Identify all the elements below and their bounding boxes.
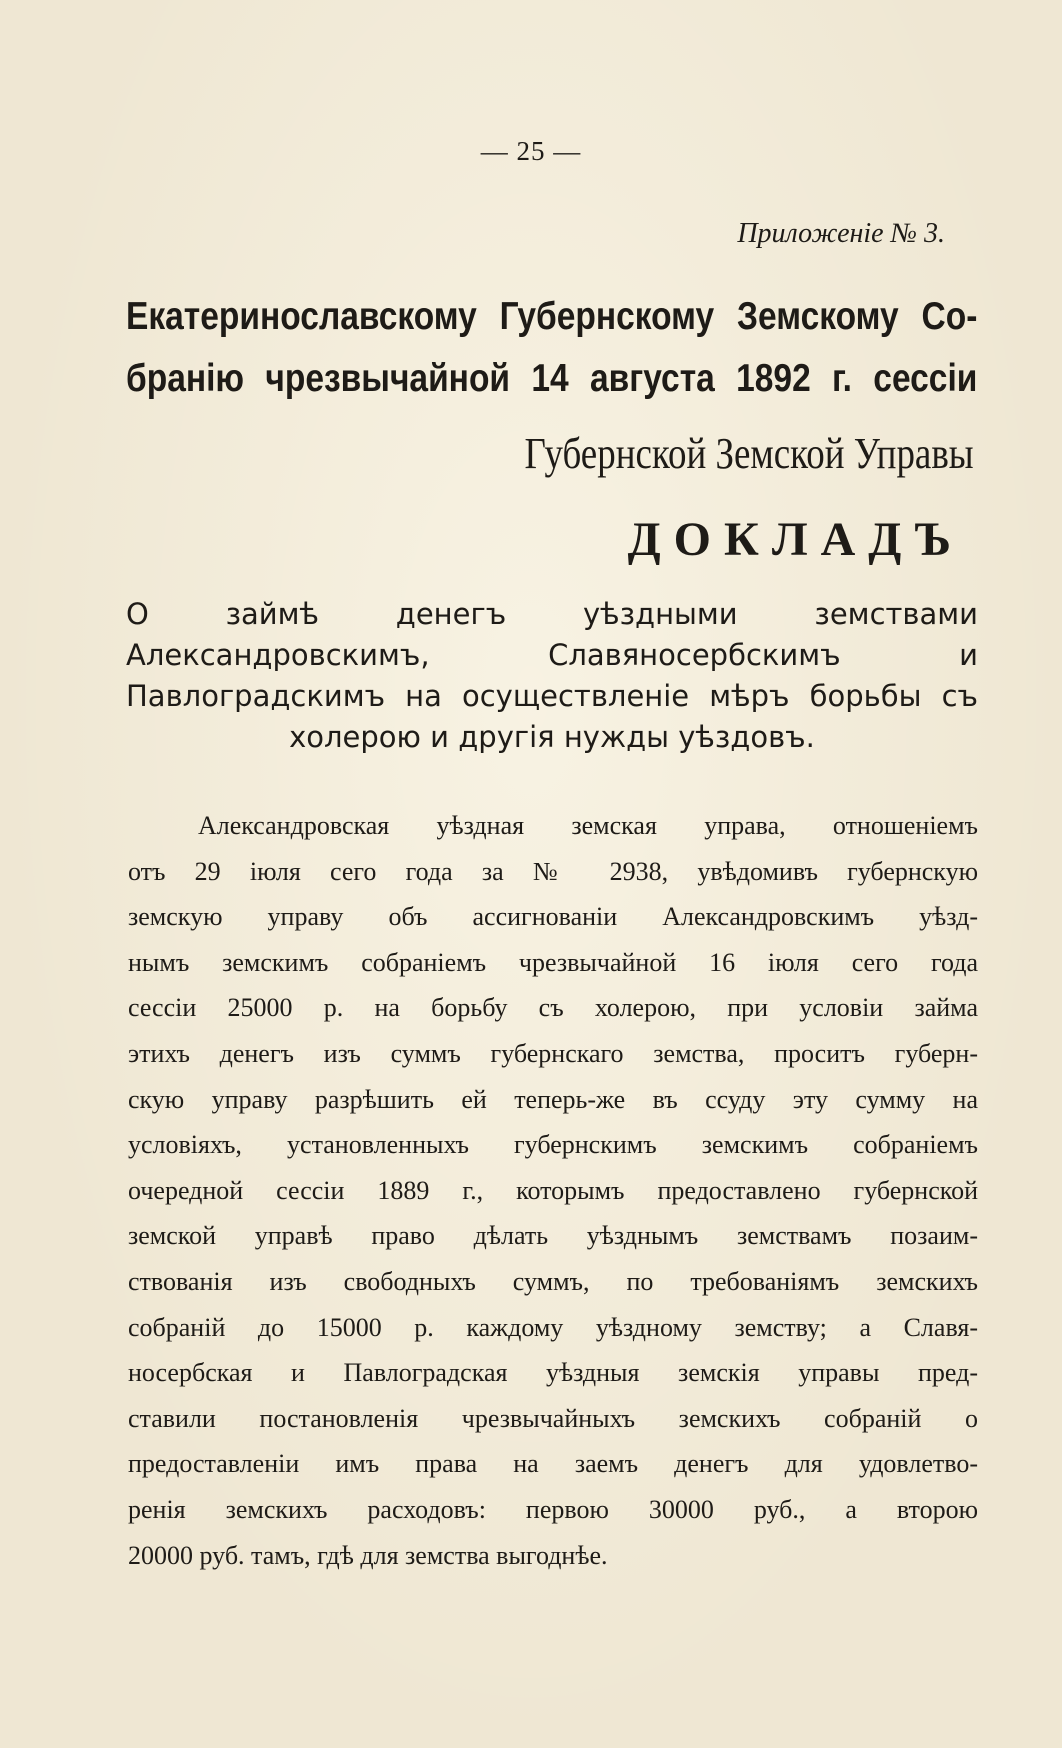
body-line: условiяхъ, установленныхъ губернскимъ земскимъ собранiемъ	[128, 1130, 978, 1160]
body-line: предоставленiи имъ права на заемъ денегъ для удовлетво-	[128, 1449, 978, 1479]
heading-line: Екатеринославскому Губернскому Земскому Со-	[126, 295, 978, 338]
appendix-label: Приложенiе № 3.	[737, 218, 945, 249]
report-title: ДОКЛАДЪ	[627, 513, 964, 566]
body-line: ствованiя изъ свободныхъ суммъ, по требованiямъ земскихъ	[128, 1266, 978, 1296]
body-paragraph	[128, 803, 978, 1578]
body-line: этихъ денегъ изъ суммъ губернскаго земства, проситъ губерн-	[128, 1038, 978, 1068]
body-line: ренiя земскихъ расходовъ: первою 30000 руб., а второю	[128, 1494, 978, 1524]
subject-paragraph: О займѣ денегъ уѣздными земствами Александровскимъ, Славяносербскимъ и Павлоградскимъ на осуществленiе мѣръ борьбы съ холерою и другiя нужды уѣздовъ.	[126, 597, 978, 754]
body-line: земской управѣ право дѣлать уѣзднымъ земствамъ позаим-	[128, 1221, 978, 1251]
body-line: ставили постановленiя чрезвычайныхъ земскихъ собранiй о	[128, 1403, 978, 1433]
body-line: 20000 руб. тамъ, гдѣ для земства выгоднѣе.	[128, 1540, 608, 1570]
body-line: носербская и Павлоградская уѣздныя земскiя управы пред-	[128, 1358, 978, 1388]
body-line: Александровская уѣздная земская управа, отношенiемъ	[198, 811, 978, 840]
heading-line: бранiю чрезвычайной 14 августа 1892 г. сессiи	[126, 357, 978, 400]
body-line: очередной сессiи 1889 г., которымъ предоставлено губернской	[128, 1175, 978, 1205]
body-line: сессiи 25000 р. на борьбу съ холерою, при условiи займа	[128, 993, 978, 1023]
heading	[126, 286, 977, 410]
body-line: собранiй до 15000 р. каждому уѣздному земству; а Славя-	[128, 1312, 978, 1342]
body-line: отъ 29 iюля сего года за № 2938, увѣдомивъ губернскую	[128, 856, 978, 886]
body-line: скую управу разрѣшить ей теперь-же въ ссуду эту сумму на	[128, 1084, 978, 1114]
board-line: Губернской Земской Управы	[524, 429, 974, 478]
page-number: — 25 —	[480, 136, 582, 166]
body-line: нымъ земскимъ собранiемъ чрезвычайной 16 iюля сего года	[128, 947, 978, 977]
body-line: земскую управу объ ассигнованiи Александровскимъ уѣзд-	[128, 902, 978, 932]
